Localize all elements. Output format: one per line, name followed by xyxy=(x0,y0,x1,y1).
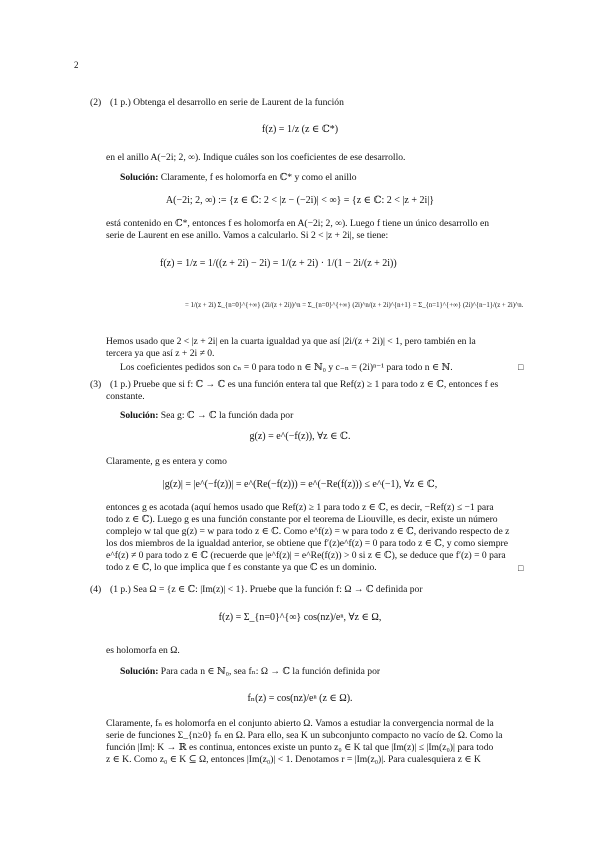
solution-label: Solución: xyxy=(120,410,159,421)
problem-2-label: (2) xyxy=(90,97,102,108)
problem-3-label: (3) xyxy=(90,379,102,390)
problem-2-formula: f(z) = 1/z (z ∈ ℂ*) xyxy=(261,124,339,135)
problem-3-solution xyxy=(120,410,293,422)
problem-4-label: (4) xyxy=(90,584,102,595)
fn-definition: fₙ(z) = cos(nz)/eⁿ (z ∈ Ω). xyxy=(247,693,353,704)
problem-2-para2-line1: Hemos usado que 2 < |z + 2i| en la cuarta igualdad ya que así |2i/(z + 2i)| < 1, pero también en la xyxy=(106,336,476,347)
laurent-equation-line1: f(z) = 1/z = 1/((z + 2i) − 2i) = 1/(z + 2i) · 1/(1 − 2i/(z + 2i)) xyxy=(160,258,397,269)
qed-symbol: □ xyxy=(518,362,524,372)
problem-2-para1-line1: está contenido en ℂ*, entonces f es holomorfa en A(−2i; 2, ∞). Luego f tiene un único desarrollo en xyxy=(106,218,490,229)
f-series-definition: f(z) = Σ_{n=0}^{∞} cos(nz)/eⁿ, ∀z ∈ Ω, xyxy=(218,612,382,623)
problem-4-statement: (1 p.) Sea Ω = {z ∈ ℂ: |Im(z)| < 1}. Pruebe que la función f: Ω → ℂ definida por xyxy=(110,584,423,595)
problem-4-statement-cont: es holomorfa en Ω. xyxy=(106,645,180,656)
problem-3-line5: e^f(z) ≠ 0 para todo z ∈ ℂ (recuerde que |e^f(z)| = e^Re(f(z)) > 0 si z ∈ ℂ), se deduce que f′(z) = 0 para xyxy=(106,550,506,561)
problem-2-coefficients: Los coeficientes pedidos son cₙ = 0 para todo n ∈ ℕ₀ y c₋ₙ = (2i)ⁿ⁻¹ para todo n ∈ ℕ. xyxy=(120,362,453,373)
problem-3-line6: todo z ∈ ℂ, lo que implica que f es constante ya que ℂ es un dominio. xyxy=(106,562,377,573)
problem-4-line4: z ∈ K. Como z₀ ∈ K ⊆ Ω, entonces |Im(z₀)| < 1. Denotamos r = |Im(z₀)|. Para cualesquiera z ∈ K xyxy=(106,754,481,765)
g-definition: g(z) = e^(−f(z)), ∀z ∈ ℂ. xyxy=(249,431,351,442)
problem-2-para1-line2: serie de Laurent en ese anillo. Vamos a calcularlo. Si 2 < |z + 2i|, se tiene: xyxy=(106,230,389,241)
problem-3-line1: entonces g es acotada (aquí hemos usado que Ref(z) ≥ 1 para todo z ∈ ℂ, es decir, −Ref(z) ≤ −1 para xyxy=(106,502,494,513)
problem-2-solution xyxy=(120,172,357,184)
solution-intro: Para cada n ∈ ℕ₀, sea fₙ: Ω → ℂ la función definida por xyxy=(160,666,381,677)
solution-label: Solución: xyxy=(120,666,159,677)
g-bound-equation: |g(z)| = |e^(−f(z))| = e^(Re(−f(z))) = e^(−Re(f(z))) ≤ e^(−1), ∀z ∈ ℂ, xyxy=(162,479,438,490)
problem-4-line3: función |Im|: K → ℝ es continua, entonces existe un punto z₀ ∈ K tal que |Im(z)| ≤ |Im(z₀)| para todo xyxy=(106,742,494,753)
qed-symbol: □ xyxy=(518,563,524,573)
problem-2-para2-line2: tercera ya que así z + 2i ≠ 0. xyxy=(106,348,215,359)
problem-3-line3: complejo w tal que g(z) = w para todo z ∈ ℂ. Como e^f(z) = w para todo z ∈ ℂ, derivando respecto de z xyxy=(106,526,510,537)
problem-4-solution xyxy=(120,666,380,678)
problem-2-statement: (1 p.) Obtenga el desarrollo en serie de Laurent de la función xyxy=(110,97,344,108)
solution-label: Solución: xyxy=(120,172,159,183)
problem-3-line2: todo z ∈ ℂ). Luego g es una función constante por el teorema de Liouville, es decir, existe un número xyxy=(106,514,498,525)
problem-3-statement-line2: constante. xyxy=(106,391,145,402)
problem-4-line2: serie de funciones Σ_{n≥0} fₙ en Ω. Para ello, sea K un subconjunto compacto no vacío de Ω. Como la xyxy=(106,730,503,741)
solution-intro: Sea g: ℂ → ℂ la función dada por xyxy=(160,410,294,421)
problem-3-claramente: Claramente, g es entera y como xyxy=(106,456,227,467)
annulus-definition: A(−2i; 2, ∞) := {z ∈ ℂ: 2 < |z − (−2i)| < ∞} = {z ∈ ℂ: 2 < |z + 2i|} xyxy=(165,195,435,206)
solution-intro: Claramente, f es holomorfa en ℂ* y como el anillo xyxy=(160,172,357,183)
problem-3-line4: los dos miembros de la igualdad anterior, se obtiene que f′(z)e^f(z) = 0 para todo z ∈ ℂ, y como siempre xyxy=(106,538,508,549)
problem-4-line1: Claramente, fₙ es holomorfa en el conjunto abierto Ω. Vamos a estudiar la convergencia normal de la xyxy=(106,718,494,729)
page-number: 2 xyxy=(74,60,79,70)
laurent-equation-line2: = 1/(z + 2i) Σ_{n=0}^{+∞} (2i/(z + 2i))^n = Σ_{n=0}^{+∞} (2i)^n/(z + 2i)^{n+1} = Σ_{n=1}^{+∞} (2i)^{n−1}/(z + 2i)^n. xyxy=(185,302,524,309)
problem-2-statement-cont: en el anillo A(−2i; 2, ∞). Indique cuáles son los coeficientes de ese desarrollo. xyxy=(106,152,406,163)
problem-3-statement-line1: (1 p.) Pruebe que si f: ℂ → ℂ es una función entera tal que Ref(z) ≥ 1 para todo z ∈ ℂ, entonces f es xyxy=(110,379,499,390)
